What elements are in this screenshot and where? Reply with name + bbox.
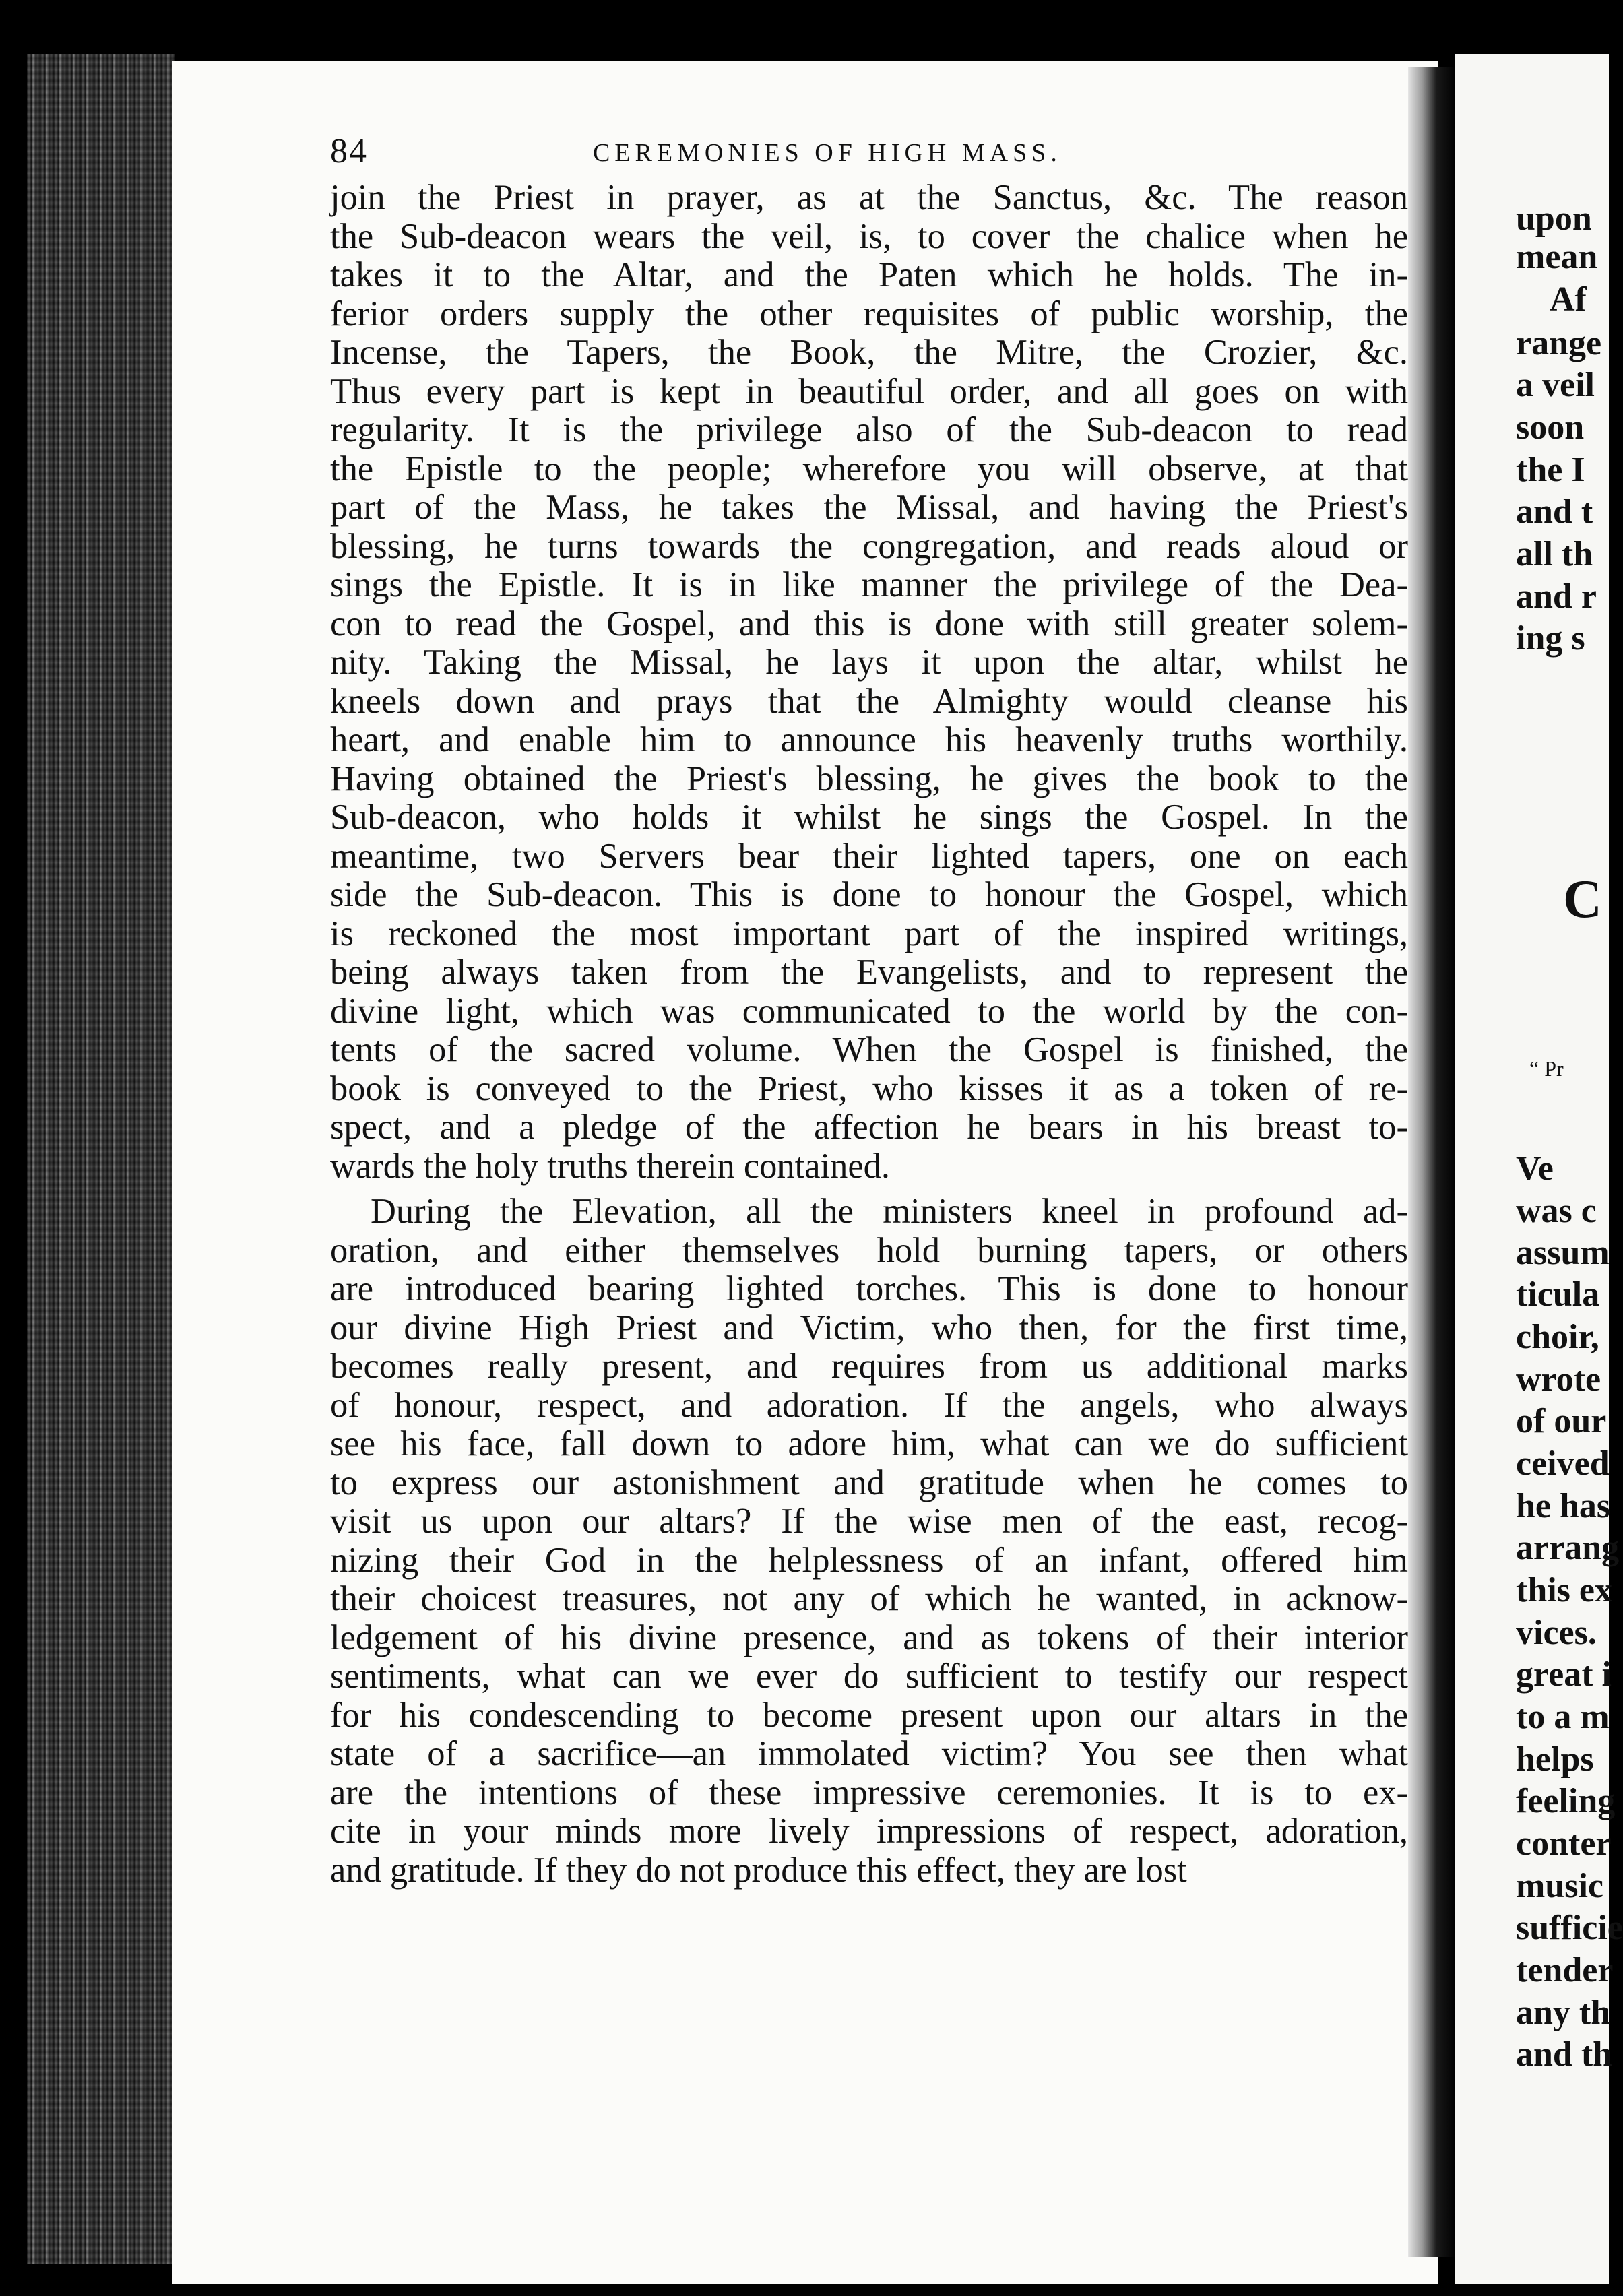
facing-page-fragment: sufficie <box>1516 1909 1623 1947</box>
facing-page-text <box>1516 54 1623 2284</box>
text-line: oration, and either themselves hold burning tapers, or others <box>330 1230 1408 1270</box>
text-line: our divine High Priest and Victim, who then, for the first time, <box>330 1308 1408 1347</box>
text-line: part of the Mass, he takes the Missal, and having the Priest's <box>330 488 1408 527</box>
facing-page-fragment: tender <box>1516 1951 1614 1989</box>
facing-page-fragment: mean <box>1516 238 1598 276</box>
facing-page-fragment: C <box>1563 870 1602 929</box>
facing-page-fragment: and t <box>1516 492 1593 531</box>
text-line: tents of the sacred volume. When the Gospel is finished, the <box>330 1030 1408 1069</box>
text-line: Having obtained the Priest's blessing, he gives the book to the <box>330 759 1408 798</box>
text-line: the Sub-deacon wears the veil, is, to cover the chalice when he <box>330 216 1408 256</box>
facing-page-fragment: Af <box>1550 280 1587 319</box>
book-binding-edge <box>27 54 175 2264</box>
text-line: Thus every part is kept in beautiful order, and all goes on with <box>330 371 1408 411</box>
facing-page-fragment: soon <box>1516 408 1585 447</box>
text-line: the Epistle to the people; wherefore you will observe, at that <box>330 449 1408 488</box>
facing-page-fragment: helps <box>1516 1740 1594 1779</box>
text-line: ferior orders supply the other requisites of public worship, the <box>330 294 1408 333</box>
text-line: visit us upon our altars? If the wise men of the east, recog- <box>330 1502 1408 1541</box>
facing-page-fragment: and th <box>1516 2035 1613 2074</box>
facing-page-fragment: all th <box>1516 535 1593 573</box>
text-line: see his face, fall down to adore him, what can we do sufficient <box>330 1424 1408 1463</box>
text-line: are introduced bearing lighted torches. This is done to honour <box>330 1269 1408 1308</box>
text-line: state of a sacrifice—an immolated victim? You see then what <box>330 1734 1408 1773</box>
text-line: wards the holy truths therein contained. <box>330 1146 891 1186</box>
facing-page-fragment: vices. <box>1516 1614 1597 1652</box>
facing-page-fragment: any th <box>1516 1994 1611 2032</box>
facing-page-fragment: ceived <box>1516 1444 1610 1483</box>
text-line: meantime, two Servers bear their lighted tapers, one on each <box>330 836 1408 876</box>
facing-page-fragment: feeling <box>1516 1782 1616 1820</box>
facing-page-fragment: wrote <box>1516 1360 1601 1399</box>
running-head <box>330 131 1415 179</box>
facing-page-fragment: Ve <box>1516 1149 1554 1188</box>
facing-page-fragment: of our <box>1516 1402 1607 1440</box>
facing-page-fragment: arrang <box>1516 1529 1620 1567</box>
facing-page-fragment: great i <box>1516 1655 1612 1694</box>
text-line: ledgement of his divine presence, and as tokens of their interior <box>330 1618 1408 1657</box>
text-line: book is conveyed to the Priest, who kisses it as a token of re- <box>330 1069 1408 1108</box>
gutter-shadow <box>1408 67 1455 2257</box>
text-line: spect, and a pledge of the affection he bears in his breast to- <box>330 1108 1408 1147</box>
text-line: join the Priest in prayer, as at the Sanctus, &c. The reason <box>330 178 1408 217</box>
facing-page-fragment: choir, <box>1516 1318 1599 1356</box>
text-line: takes it to the Altar, and the Paten which he holds. The in- <box>330 255 1408 294</box>
text-line: side the Sub-deacon. This is done to honour the Gospel, which <box>330 875 1408 914</box>
text-line: divine light, which was communicated to the world by the con- <box>330 991 1408 1031</box>
running-title: CEREMONIES OF HIGH MASS. <box>593 139 1062 167</box>
text-line: their choicest treasures, not any of which he wanted, in acknow- <box>330 1579 1408 1618</box>
text-line: being always taken from the Evangelists, and to represent the <box>330 953 1408 992</box>
facing-page-fragment: assum <box>1516 1234 1610 1272</box>
text-line: is reckoned the most important part of the inspired writings, <box>330 914 1408 953</box>
text-line: nizing their God in the helplessness of an infant, offered him <box>330 1540 1408 1580</box>
facing-page-fragment: was c <box>1516 1192 1597 1230</box>
facing-page-fragment: ticula <box>1516 1275 1600 1314</box>
facing-page-fragment: this ex <box>1516 1571 1612 1609</box>
facing-page-fragment: to a m <box>1516 1698 1610 1736</box>
facing-page-fragment: and r <box>1516 577 1597 616</box>
facing-page-fragment: he has <box>1516 1487 1611 1525</box>
text-line: to express our astonishment and gratitude when he comes to <box>330 1463 1408 1502</box>
text-line: for his condescending to become present upon our altars in the <box>330 1695 1408 1735</box>
text-line: During the Elevation, all the ministers kneel in profound ad- <box>371 1192 1408 1231</box>
facing-page-fragment: the I <box>1516 451 1585 489</box>
text-line: kneels down and prays that the Almighty would cleanse his <box>330 681 1408 721</box>
text-line: cite in your minds more lively impressions of respect, adoration, <box>330 1812 1408 1851</box>
page-number: 84 <box>330 132 368 170</box>
facing-page-fragment: upon <box>1516 199 1592 238</box>
facing-page-fragment: “ Pr <box>1529 1056 1564 1081</box>
text-line: sentiments, what can we ever do sufficient to testify our respect <box>330 1657 1408 1696</box>
text-line: Sub-deacon, who holds it whilst he sings the Gospel. In the <box>330 798 1408 837</box>
text-line: are the intentions of these impressive ceremonies. It is to ex- <box>330 1773 1408 1812</box>
body-text <box>330 179 1408 1890</box>
text-line: and gratitude. If they do not produce this effect, they are lost <box>330 1850 1187 1890</box>
facing-page-fragment: conter <box>1516 1824 1612 1863</box>
text-line: regularity. It is the privilege also of the Sub-deacon to read <box>330 410 1408 449</box>
text-line: heart, and enable him to announce his heavenly truths worthily. <box>330 720 1408 759</box>
facing-page-fragment: a veil <box>1516 366 1595 404</box>
text-line: sings the Epistle. It is in like manner the privilege of the Dea- <box>330 565 1408 604</box>
text-line: con to read the Gospel, and this is done with still greater solem- <box>330 604 1408 643</box>
text-line: Incense, the Tapers, the Book, the Mitre, the Crozier, &c. <box>330 333 1408 372</box>
text-line: of honour, respect, and adoration. If the angels, who always <box>330 1385 1408 1425</box>
text-line: becomes really present, and requires from us additional marks <box>330 1347 1408 1386</box>
text-line: blessing, he turns towards the congregation, and reads aloud or <box>330 526 1408 566</box>
facing-page-fragment: range <box>1516 324 1602 362</box>
text-line: nity. Taking the Missal, he lays it upon the altar, whilst he <box>330 643 1408 682</box>
facing-page-fragment: ing s <box>1516 619 1585 658</box>
facing-page-fragment: music <box>1516 1867 1603 1905</box>
